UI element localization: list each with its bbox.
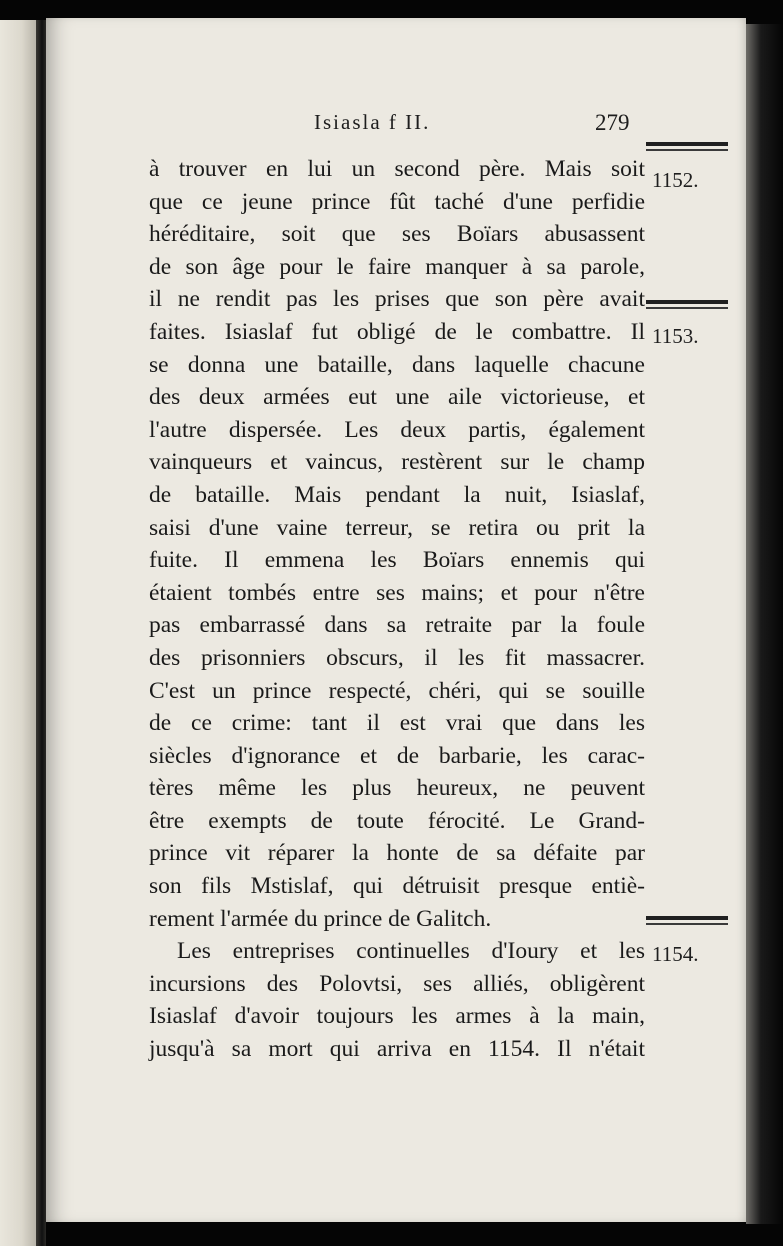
margin-year: 1154. [652,942,699,966]
margin-rule [646,307,728,309]
margin-rule [646,300,728,304]
page-header [46,88,746,135]
text-line: tères même les plus heureux, ne peuvent [149,775,645,802]
text-line: rement l'armée du prince de Galitch. [149,905,492,932]
text-line: jusqu'à sa mort qui arriva en 1154. Il n'était [149,1036,645,1063]
page-number: 279 [595,110,630,135]
text-line: C'est un prince respecté, chéri, qui se souille [149,677,645,704]
text-line: saisi d'une vaine terreur, se retira ou prit la [149,514,645,541]
text-line: pas embarrassé dans sa retraite par la foule [149,612,645,639]
margin-year: 1152. [652,168,699,192]
text-line: fuite. Il emmena les Boïars ennemis qui [149,547,645,574]
running-title: Isiasla f II. [314,110,431,134]
text-line: l'autre dispersée. Les deux partis, également [149,416,645,443]
text-line: Les entreprises continuelles d'Ioury et les [177,938,645,965]
body-text [149,153,645,1066]
text-line: à trouver en lui un second père. Mais soit [149,156,645,182]
margin-rule [646,149,728,151]
text-line: de ce crime: tant il est vrai que dans les [149,710,645,737]
margin-year: 1153. [652,324,699,348]
text-line: héréditaire, soit que ses Boïars abusassent [149,221,645,248]
margin-rule [646,923,728,925]
text-line: de bataille. Mais pendant la nuit, Isiaslaf, [149,481,645,508]
text-line: de son âge pour le faire manquer à sa parole, [149,253,645,280]
text-line: vainqueurs et vaincus, restèrent sur le champ [149,449,645,476]
text-line: étaient tombés entre ses mains; et pour n'être [149,579,645,606]
facing-page-edge [0,20,36,1246]
margin-note-1153 [646,300,728,348]
text-line: son fils Mstislaf, qui détruisit presque entiè- [149,873,645,900]
text-line: faites. Isiaslaf fut obligé de le combattre. Il [149,318,645,345]
text-line: des prisonniers obscurs, il les fit massacrer. [149,644,645,671]
text-line: des deux armées eut une aile victorieuse, et [149,384,645,411]
text-line: incursions des Polovtsi, ses alliés, obligèrent [149,970,645,997]
text-line: il ne rendit pas les prises que son père avait [149,286,645,313]
text-line: être exempts de toute férocité. Le Grand- [149,807,645,834]
margin-note-1154 [646,916,728,966]
page-edge-shadow [746,24,783,1224]
text-line: prince vit réparer la honte de sa défaite par [149,840,645,867]
text-line: que ce jeune prince fût taché d'une perfidie [149,188,645,215]
text-line: Isiaslaf d'avoir toujours les armes à la main, [149,1003,645,1030]
text-line: siècles d'ignorance et de barbarie, les carac- [149,742,645,769]
margin-note-1152 [646,142,728,192]
book-gutter [36,20,46,1246]
margin-rule [646,142,728,146]
book-page [46,18,746,1222]
margin-rule [646,916,728,920]
text-line: se donna une bataille, dans laquelle chacune [149,351,645,378]
